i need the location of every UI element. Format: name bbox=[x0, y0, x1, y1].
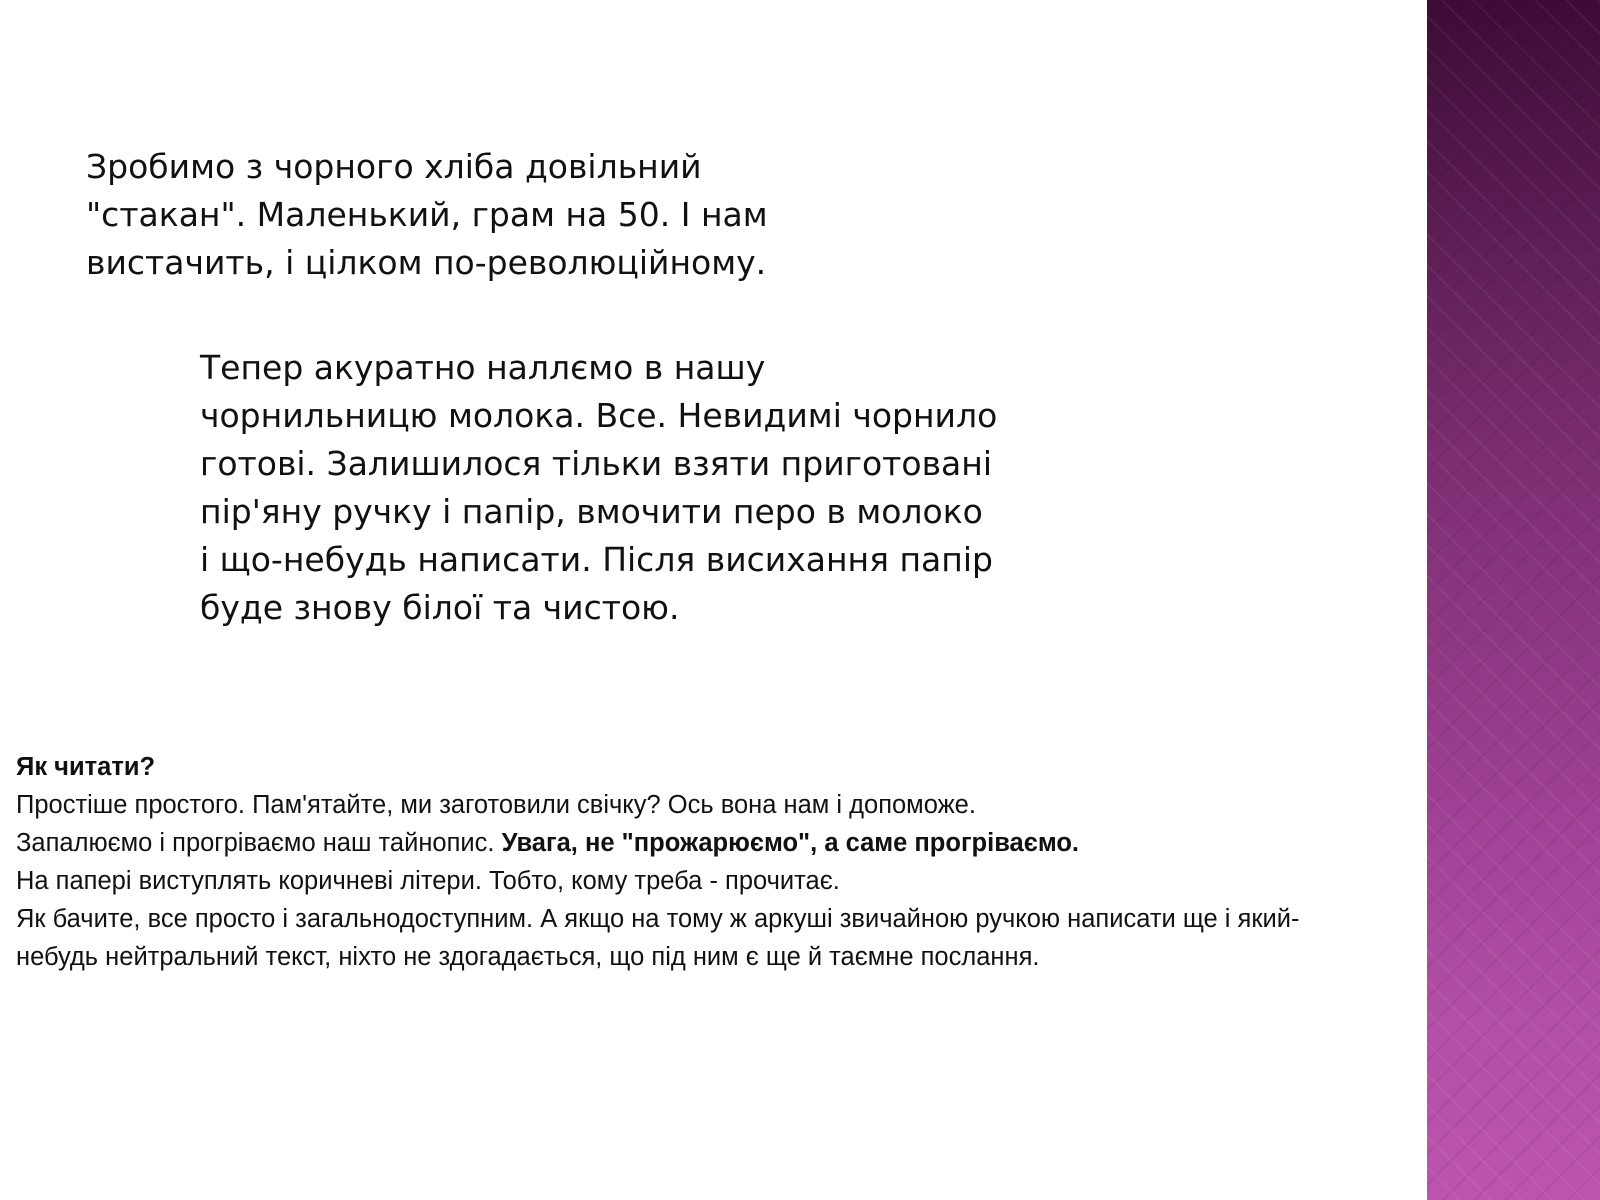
text-line: Простіше простого. Пам'ятайте, ми заготовили свічку? Ось вона нам і допоможе. bbox=[16, 791, 976, 819]
paragraph-bread-inkwell: Зробимо з чорного хліба довільний "стакан". Маленький, грам на 50. І нам вистачить, і цілком по-революційному. bbox=[86, 147, 768, 282]
section-heading: Як читати? bbox=[16, 753, 156, 781]
how-to-read-section bbox=[16, 748, 1586, 976]
text-line: На папері виступлять коричневі літери. Тобто, кому треба - прочитає. bbox=[16, 867, 840, 895]
text-line: небудь нейтральний текст, ніхто не здогадається, що під ним є ще й таємне послання. bbox=[16, 943, 1040, 971]
paragraph-milk-ink: Тепер акуратно наллємо в нашу чорнильницю молока. Все. Невидимі чорнило готові. Залишилося тільки взяти приготовані пір'яну ручку і папір, вмочити перо в молоко і що-небудь написати. Після висихання папір буде знову білої та чистою. bbox=[200, 348, 998, 627]
text-line-with-warning bbox=[16, 824, 1586, 862]
decorative-side-band bbox=[1427, 0, 1600, 1200]
diamond-pattern bbox=[1427, 0, 1600, 1200]
warning-text: Увага, не "прожарюємо", а саме прогріваємо. bbox=[501, 829, 1080, 857]
text-plain: Запалюємо і прогріваємо наш тайнопис. bbox=[16, 829, 502, 857]
text-line: Як бачите, все просто і загальнодоступним. А якщо на тому ж аркуші звичайною ручкою написати ще і який- bbox=[16, 905, 1300, 933]
